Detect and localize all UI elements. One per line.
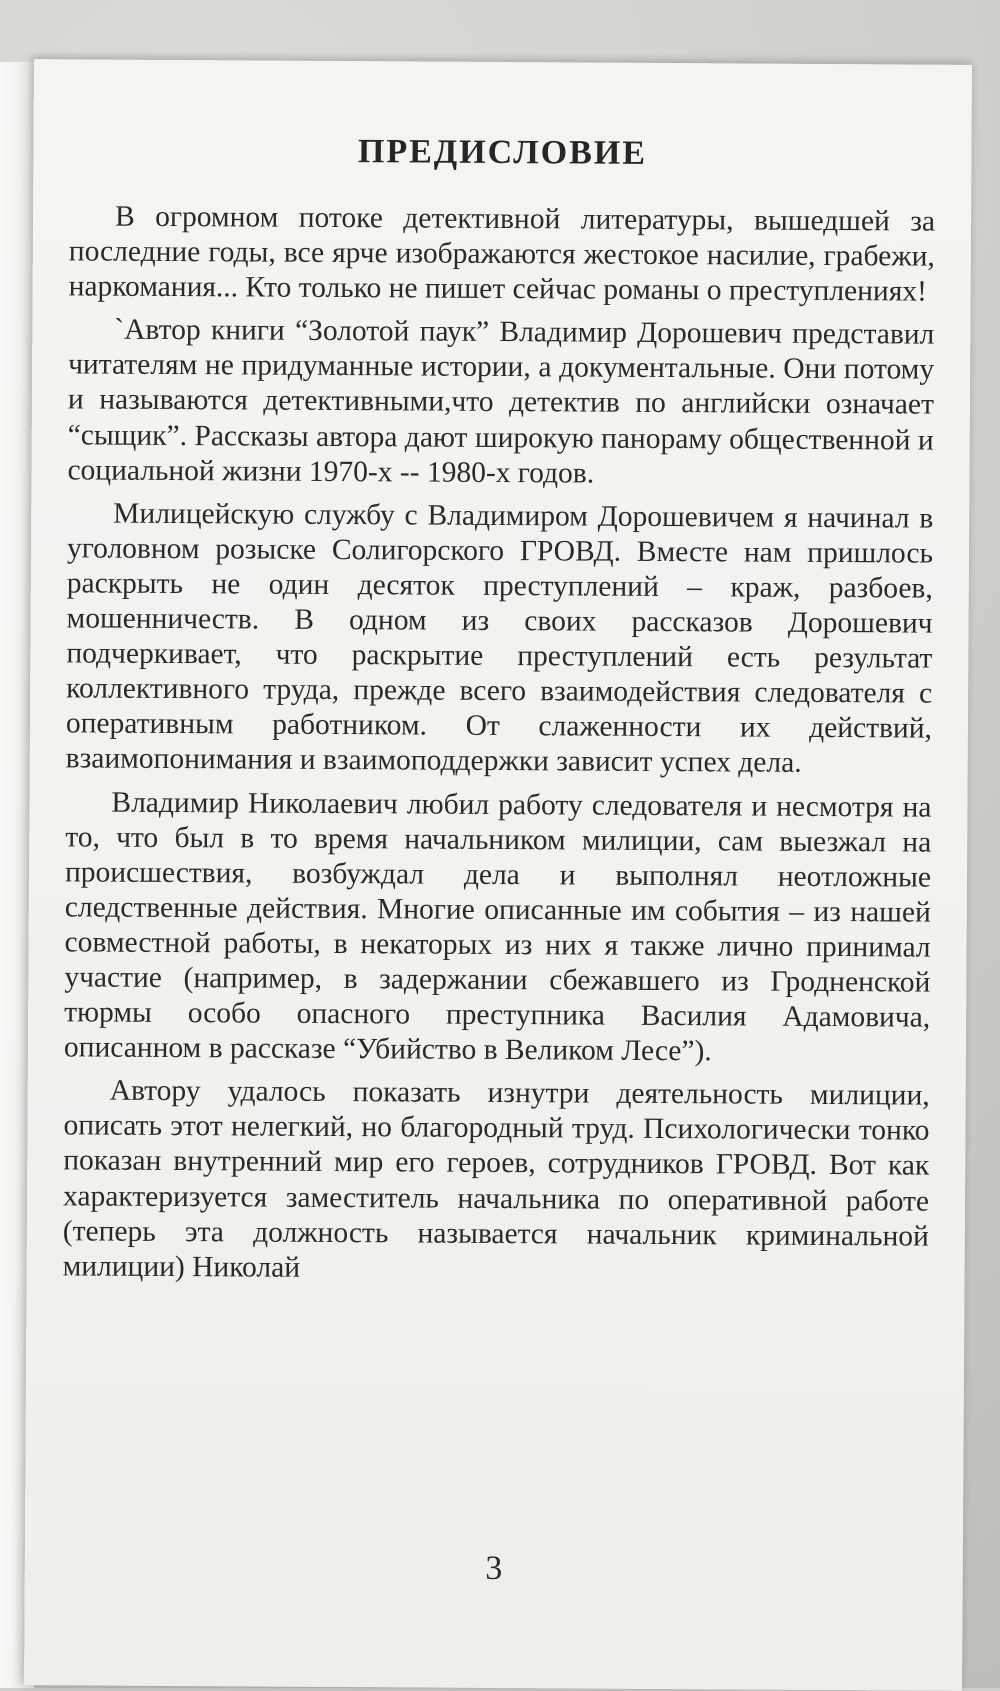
paragraph: Милицейскую службу с Владимиром Дорошевичем я начинал в уголовном розыске Солигорского ГРОВД. Вместе нам пришлось раскрыть не один десяток преступлений – краж, разбоев, мошенничеств. В одном из своих рассказов Дорошевич подчеркивает, что раскрытие преступлений есть результат коллективного труда, прежде всего взаимодействия следователя с оперативным работником. От слаженности их действий, взаимопонимания и взаимоподдержки зависит успех дела. — [65, 497, 934, 780]
paragraph: Владимир Николаевич любил работу следователя и несмотря на то, что был в то время начальником милиции, сам выезжал на происшествия, возбуждал дела и выполнял неотложные следственные действия. Многие описанные им события – из нашей совместной работы, в некаторых из них я также лично принимал участие (например, в задержании сбежавшего из Гродненской тюрмы особо опасного преступника Василия Адамовича, описанном в рассказе “Убийство в Великом Лесе”). — [63, 786, 932, 1068]
book-page — [24, 59, 972, 1691]
body-text — [62, 199, 935, 1297]
page-number: 3 — [485, 1549, 503, 1588]
paragraph: В огромном потоке детективной литературы, вышедшей за последние годы, все ярче изображаются жестокое насилие, грабежи, наркомания... Кто только не пишет сейчас романы о преступлениях! — [68, 200, 936, 308]
paragraph: Автору удалось показать изнутри деятельность милиции, описать этот нелегкий, но благородный труд. Психологически тонко показан внутренний мир его героев, сотрудников ГРОВД. Вот как характеризуется заместитель начальника по оперативной работе (теперь эта должность называется начальник криминальной милиции) Николай — [62, 1074, 930, 1284]
paragraph: `Автор книги “Золотой паук” Владимир Дорошевич представил читателям не придуманные истории, а документальные. Они потому и называются детективными,что детектив по английски означает “сыщик”. Рассказы автора дают широкую панораму общественной и социальной жизни 1970-х -- 1980-х годов. — [67, 313, 935, 490]
page-heading: ПРЕДИСЛОВИЕ — [357, 133, 648, 172]
